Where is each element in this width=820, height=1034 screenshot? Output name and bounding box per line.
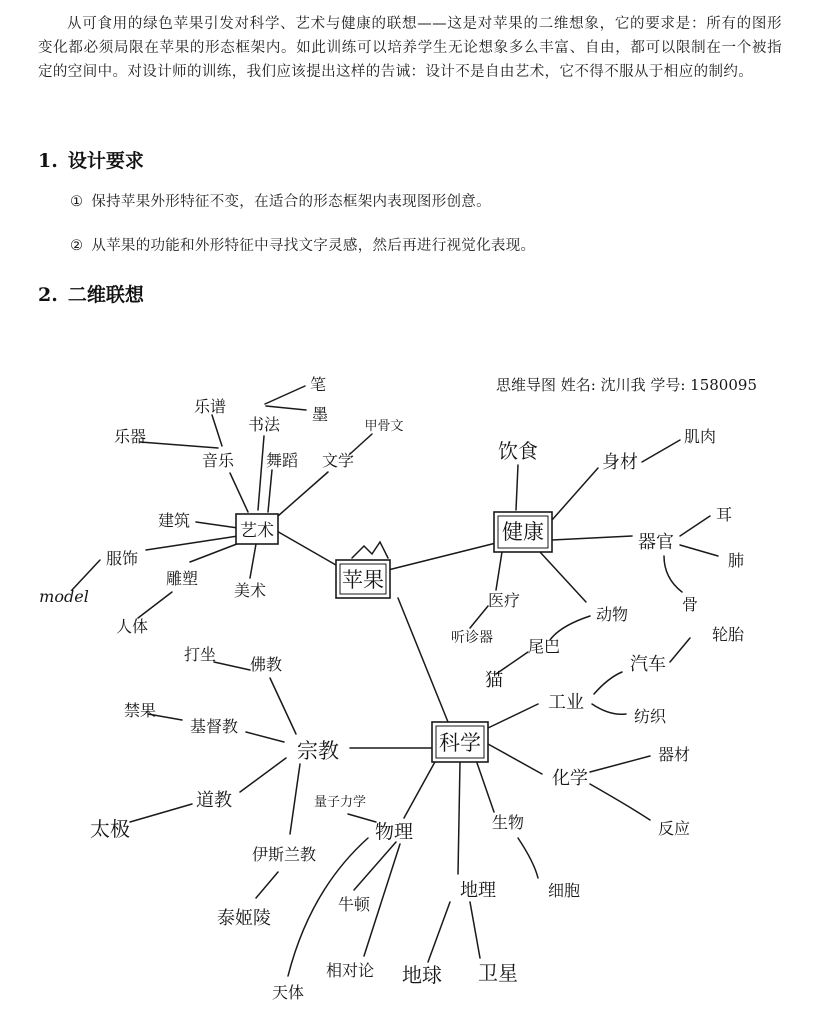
mind-map-header-text: 思维导图 姓名: 沈川我 学号: 1580095 [496, 376, 757, 394]
node-taj-mahal: 泰姬陵 [217, 908, 271, 929]
node-tire: 轮胎 [711, 625, 745, 644]
node-industry: 工业 [548, 692, 584, 713]
section-heading-2d-association [38, 280, 144, 307]
node-diet: 饮食 [498, 439, 538, 463]
node-ink: 墨 [311, 405, 329, 424]
node-sculpture: 雕塑 [165, 569, 199, 588]
section-title: 设计要求 [67, 150, 144, 172]
mind-map-header [496, 376, 757, 394]
item-marker: ① [70, 194, 84, 210]
hub-label: 苹果 [342, 568, 384, 592]
node-quantum-mechanics: 量子力学 [313, 795, 367, 810]
requirement-item-2 [70, 234, 535, 255]
node-taoism: 道教 [196, 790, 232, 811]
node-equipment: 器材 [657, 745, 691, 764]
node-literature: 文学 [321, 451, 355, 470]
node-model: model [39, 587, 89, 606]
node-dance: 舞蹈 [265, 451, 299, 470]
node-meditation: 打坐 [183, 645, 217, 664]
hub-religion [297, 739, 339, 763]
node-animal: 动物 [595, 605, 629, 624]
node-figure: 身材 [602, 452, 638, 473]
section-number: 2. [38, 284, 58, 306]
requirement-item-1 [70, 190, 491, 211]
node-physics: 物理 [374, 821, 414, 843]
node-muscle: 肌肉 [683, 427, 717, 446]
section-title: 二维联想 [67, 284, 144, 306]
hub-health [494, 512, 552, 552]
node-medical: 医疗 [487, 591, 521, 610]
node-earth: 地球 [402, 963, 442, 987]
item-marker: ② [70, 238, 84, 254]
hub-art [236, 514, 278, 544]
node-biology: 生物 [491, 813, 525, 832]
node-music: 音乐 [201, 451, 235, 470]
node-forbidden-fruit: 禁果 [123, 701, 157, 720]
intro-paragraph: 从可食用的绿色苹果引发对科学、艺术与健康的联想——这是对苹果的二维想象，它的要求是：所有的图形变化都必须局限在苹果的形态框架内。如此训练可以培养学生无论想象多么丰富、自由，都可以限制在一个被指定的空间中。对设计师的训练，我们应该提出这样的告诫：设计不是自由艺术，它不得不服从于相应的制约。 [38, 16, 782, 80]
hub-label: 宗教 [297, 739, 339, 763]
node-fine-arts: 美术 [233, 581, 267, 600]
mind-map [0, 330, 820, 1034]
node-textile: 纺织 [633, 707, 667, 726]
node-oracle-bone: 甲骨文 [364, 419, 404, 434]
node-satellite: 卫星 [478, 961, 518, 985]
node-bone: 骨 [681, 595, 699, 614]
node-ear: 耳 [715, 505, 733, 524]
node-islam: 伊斯兰教 [251, 845, 317, 864]
node-geography: 地理 [460, 880, 496, 901]
node-christianity: 基督教 [189, 717, 239, 736]
node-score: 乐谱 [193, 397, 227, 416]
node-reaction: 反应 [657, 819, 691, 838]
node-brush: 笔 [309, 375, 327, 394]
node-automobile: 汽车 [630, 654, 666, 675]
section-number: 1. [38, 150, 58, 172]
hub-science [432, 722, 488, 762]
node-tail: 尾巴 [527, 637, 561, 656]
node-relativity: 相对论 [325, 961, 375, 980]
hub-label: 艺术 [240, 521, 274, 541]
node-buddhism: 佛教 [249, 655, 283, 674]
node-newton: 牛顿 [337, 895, 371, 914]
node-organ: 器官 [638, 532, 674, 553]
node-cell: 细胞 [547, 881, 581, 900]
hub-label: 科学 [439, 731, 481, 755]
item-text: 保持苹果外形特征不变，在适合的形态框架内表现图形创意。 [91, 194, 491, 210]
node-celestial-body: 天体 [271, 983, 305, 1002]
node-instrument: 乐器 [113, 427, 147, 446]
node-calligraphy: 书法 [247, 415, 281, 434]
node-taiji: 太极 [90, 817, 130, 841]
node-chemistry: 化学 [552, 768, 588, 789]
hub-label: 健康 [502, 520, 544, 544]
hub-center-apple [336, 542, 390, 598]
node-cat: 猫 [485, 670, 503, 691]
node-lung: 肺 [727, 551, 745, 570]
node-architecture: 建筑 [157, 511, 191, 530]
node-apparel: 服饰 [105, 549, 139, 568]
node-stethoscope: 听诊器 [451, 630, 493, 646]
section-heading-design-requirements [38, 146, 144, 173]
node-human-body: 人体 [115, 617, 149, 636]
item-text: 从苹果的功能和外形特征中寻找文字灵感，然后再进行视觉化表现。 [91, 238, 536, 254]
mind-map-connectors [72, 386, 718, 976]
